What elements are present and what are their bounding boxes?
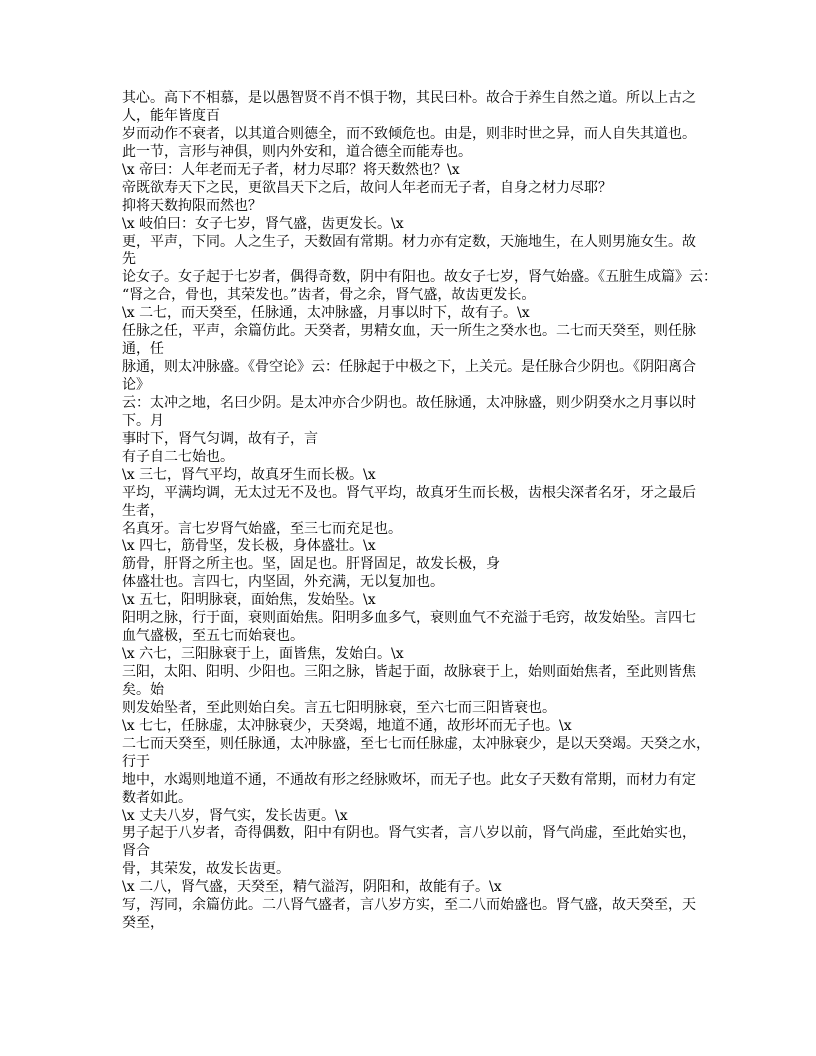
text-line: 抑将天数拘限而然也？: [122, 197, 262, 214]
text-line: 骨，其荣发，故发长齿更。: [122, 861, 290, 878]
text-line: 更，平声，下同。人之生子，天数固有常期。材力亦有定数，天施地生，在人则男施女生。故: [122, 233, 696, 250]
text-line: 生者，: [122, 502, 164, 519]
text-line: 二七而天癸至，则任脉通，太冲脉盛，至七七而任脉虚，太冲脉衰少，是以天癸竭。天癸之水，: [122, 735, 710, 752]
text-line: 脉通，则太冲脉盛。《骨空论》云：任脉起于中极之下，上关元。是任脉合少阴也。《阴阳离合: [122, 359, 696, 376]
text-line: 此一节，言形与神俱，则内外安和，道合德全而能寿也。: [122, 143, 472, 160]
text-line: 数者如此。: [122, 789, 192, 806]
text-line: 矣。始: [122, 681, 164, 698]
text-line: 阳明之脉，行于面，衰则面始焦。阳明多血多气，衰则血气不充溢于毛窍，故发始坠。言四七: [122, 610, 696, 627]
text-line: 癸至，: [122, 915, 164, 932]
text-line: \x 三七，肾气平均，故真牙生而长极。\x: [122, 466, 376, 483]
text-line: 有子自二七始也。: [122, 448, 234, 465]
text-line: 体盛壮也。言四七，内坚固，外充满，无以复加也。: [122, 574, 444, 591]
text-line: \x 七七，任脉虚，太冲脉衰少，天癸竭，地道不通，故形坏而无子也。\x: [122, 717, 572, 734]
text-line: 肾合: [122, 843, 150, 860]
text-line: 筋骨，肝肾之所主也。坚，固足也。肝肾固足，故发长极，身: [122, 556, 500, 573]
document-page: [122, 90, 717, 933]
text-line: 则发始坠者，至此则始白矣。言五七阳明脉衰，至六七而三阳皆衰也。: [122, 699, 556, 716]
text-line: 事时下，肾气匀调，故有子，言: [122, 430, 318, 447]
text-line: 写，泻同，余篇仿此。二八肾气盛者，言八岁方实，至二八而始盛也。肾气盛，故天癸至，天: [122, 897, 696, 914]
text-line: 人，能年皆度百: [122, 107, 220, 124]
text-line: 血气盛极，至五七而始衰也。: [122, 628, 304, 645]
text-line: 平均，平满均调，无太过无不及也。肾气平均，故真牙生而长极，齿根尖深者名牙，牙之最后: [122, 484, 696, 501]
text-line: 地中，水竭则地道不通，不通故有形之经脉败坏，而无子也。此女子天数有常期，而材力有定: [122, 771, 696, 788]
text-line: 其心。高下不相慕，是以愚智贤不肖不惧于物，其民曰朴。故合于养生自然之道。所以上古之: [122, 90, 696, 106]
text-line: 帝既欲寿天下之民，更欲昌天下之后，故问人年老而无子者，自身之材力尽耶？: [122, 179, 612, 196]
text-line: \x 岐伯曰：女子七岁，肾气盛，齿更发长。\x: [122, 215, 404, 232]
text-line: 下。月: [122, 412, 164, 429]
text-line: \x 丈夫八岁，肾气实，发长齿更。\x: [122, 807, 348, 824]
text-line: “肾之合，骨也，其荣发也。”齿者，骨之余，肾气盛，故齿更发长。: [122, 287, 536, 304]
text-line: \x 二八，肾气盛，天癸至，精气溢泻，阴阳和，故能有子。\x: [122, 879, 502, 896]
text-line: \x 六七，三阳脉衰于上，面皆焦，发始白。\x: [122, 646, 404, 663]
text-line: 先: [122, 251, 136, 268]
text-line: 名真牙。言七岁肾气始盛，至三七而充足也。: [122, 520, 402, 537]
text-line: 通，任: [122, 341, 164, 358]
text-line: \x 帝曰：人年老而无子者，材力尽耶？将天数然也？\x: [122, 161, 460, 178]
text-line: 云：太冲之地，名曰少阴。是太冲亦合少阴也。故任脉通，太冲脉盛，则少阴癸水之月事以时: [122, 394, 696, 411]
text-line: \x 二七，而天癸至，任脉通，太冲脉盛，月事以时下，故有子。\x: [122, 305, 530, 322]
text-line: 行于: [122, 753, 150, 770]
text-line: 论女子。女子起于七岁者，偶得奇数，阴中有阳也。故女子七岁，肾气始盛。《五脏生成篇》云：: [122, 269, 717, 286]
text-line: \x 五七，阳明脉衰，面始焦，发始坠。\x: [122, 592, 376, 609]
text-line: 任脉之任，平声，余篇仿此。天癸者，男精女血，天一所生之癸水也。二七而天癸至，则任脉: [122, 323, 696, 340]
text-line: 男子起于八岁者，奇得偶数，阳中有阴也。肾气实者，言八岁以前，肾气尚虚，至此始实也，: [122, 825, 696, 842]
text-line: \x 四七，筋骨坚，发长极，身体盛壮。\x: [122, 538, 376, 555]
text-line: 论》: [122, 377, 150, 393]
text-line: 三阳，太阳、阳明、少阳也。三阳之脉，皆起于面，故脉衰于上，始则面始焦者，至此则皆焦: [122, 664, 696, 680]
text-line: 岁而动作不衰者，以其道合则德全，而不致倾危也。由是，则非时世之异，而人自失其道也。: [122, 125, 696, 142]
